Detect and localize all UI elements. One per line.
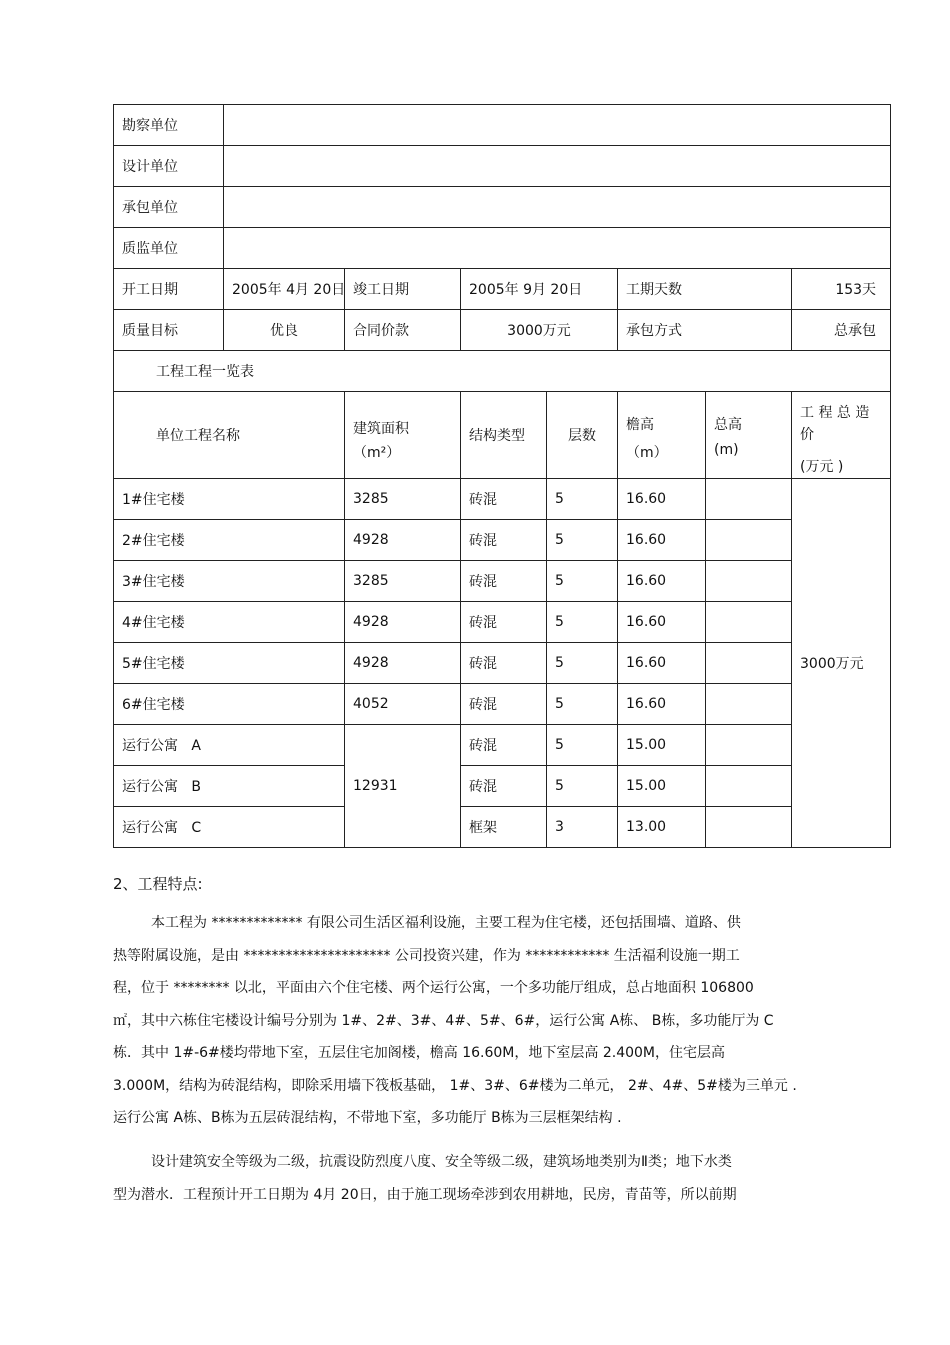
cost-header-line1: 工 程 总 造 bbox=[800, 405, 870, 421]
unit-row bbox=[114, 228, 891, 269]
row-area: 4052 bbox=[345, 684, 461, 725]
eave-header-line1: 檐高 bbox=[626, 417, 654, 433]
paragraph-design-info bbox=[113, 1146, 863, 1211]
unit-label: 勘察单位 bbox=[114, 105, 224, 146]
paragraph-project-features bbox=[113, 907, 863, 1135]
row-name: 6#住宅楼 bbox=[114, 684, 345, 725]
row-name: 2#住宅楼 bbox=[114, 520, 345, 561]
row-total-height bbox=[706, 725, 792, 766]
contract-mode-label: 承包方式 bbox=[618, 310, 792, 351]
project-info-table bbox=[113, 104, 891, 848]
row-name: 运行公寓 B bbox=[114, 766, 345, 807]
unit-value bbox=[224, 105, 891, 146]
goal-row bbox=[114, 310, 891, 351]
unit-label: 承包单位 bbox=[114, 187, 224, 228]
table-row bbox=[114, 766, 891, 807]
section-title: 2、工程特点: bbox=[113, 875, 203, 893]
area-header-line2: （m²） bbox=[353, 445, 401, 461]
list-title: 工程工程一览表 bbox=[114, 351, 891, 392]
row-area: 12931 bbox=[345, 725, 461, 848]
unit-label: 质监单位 bbox=[114, 228, 224, 269]
row-eave: 16.60 bbox=[618, 520, 706, 561]
table-row bbox=[114, 807, 891, 848]
table-row bbox=[114, 479, 891, 520]
table-row bbox=[114, 725, 891, 766]
quality-goal-value: 优良 bbox=[224, 310, 345, 351]
row-eave: 16.60 bbox=[618, 479, 706, 520]
row-floors: 5 bbox=[547, 520, 618, 561]
unit-row bbox=[114, 105, 891, 146]
row-eave: 15.00 bbox=[618, 725, 706, 766]
col-header-floors: 层数 bbox=[547, 392, 618, 479]
col-header-cost bbox=[792, 392, 891, 479]
row-floors: 3 bbox=[547, 807, 618, 848]
row-area: 4928 bbox=[345, 520, 461, 561]
row-name: 4#住宅楼 bbox=[114, 602, 345, 643]
row-total-height bbox=[706, 643, 792, 684]
end-date-value: 2005年 9月 20日 bbox=[461, 269, 618, 310]
paragraph-line: 3.000M，结构为砖混结构，即除采用墙下筏板基础， 1#、3#、6#楼为二单元， 2#、4#、5#楼为三单元 . bbox=[113, 1077, 797, 1094]
row-floors: 5 bbox=[547, 684, 618, 725]
end-date-label: 竣工日期 bbox=[345, 269, 461, 310]
contract-price-value: 3000万元 bbox=[461, 310, 618, 351]
table-row bbox=[114, 561, 891, 602]
table-row bbox=[114, 520, 891, 561]
unit-value bbox=[224, 187, 891, 228]
paragraph-line: 型为潜水．工程预计开工日期为 4月 20日，由于施工现场牵涉到农用耕地，民房，青苗等，所以前期 bbox=[113, 1186, 737, 1203]
start-date-label: 开工日期 bbox=[114, 269, 224, 310]
row-structure: 砖混 bbox=[461, 602, 547, 643]
row-total-height bbox=[706, 561, 792, 602]
total-height-header-line2: (m) bbox=[714, 442, 739, 458]
row-area: 3285 bbox=[345, 561, 461, 602]
cost-header-line2: 价 bbox=[800, 427, 814, 443]
duration-value: 153天 bbox=[792, 269, 891, 310]
paragraph-line: 本工程为 ************* 有限公司生活区福利设施，主要工程为住宅楼，还包括围墙、道路、供 bbox=[151, 915, 741, 931]
row-structure: 砖混 bbox=[461, 684, 547, 725]
row-eave: 16.60 bbox=[618, 561, 706, 602]
contract-mode-value: 总承包 bbox=[792, 310, 891, 351]
row-total-height bbox=[706, 479, 792, 520]
row-total-height bbox=[706, 520, 792, 561]
paragraph-line: 栋．其中 1#-6#楼均带地下室，五层住宅加阁楼，檐高 16.60M，地下室层高 2.400M，住宅层高 bbox=[113, 1045, 725, 1061]
cost-header-line3: (万元 ) bbox=[800, 459, 844, 475]
row-floors: 5 bbox=[547, 479, 618, 520]
row-area: 4928 bbox=[345, 643, 461, 684]
row-structure: 砖混 bbox=[461, 561, 547, 602]
unit-label: 设计单位 bbox=[114, 146, 224, 187]
row-floors: 5 bbox=[547, 725, 618, 766]
paragraph-line: 热等附属设施，是由 ********************* 公司投资兴建，作为 ************ 生活福利设施一期工 bbox=[113, 947, 740, 964]
unit-value bbox=[224, 228, 891, 269]
row-total-height bbox=[706, 684, 792, 725]
list-header-row bbox=[114, 392, 891, 479]
unit-row bbox=[114, 146, 891, 187]
row-floors: 5 bbox=[547, 643, 618, 684]
row-structure: 砖混 bbox=[461, 766, 547, 807]
row-structure: 砖混 bbox=[461, 479, 547, 520]
contract-price-label: 合同价款 bbox=[345, 310, 461, 351]
row-name: 运行公寓 C bbox=[114, 807, 345, 848]
table-row bbox=[114, 684, 891, 725]
paragraph-line: ㎡，其中六栋住宅楼设计编号分别为 1#、2#、3#、4#、5#、6#，运行公寓 A栋、 B栋，多功能厅为 C bbox=[113, 1012, 774, 1029]
row-total-height bbox=[706, 766, 792, 807]
row-name: 3#住宅楼 bbox=[114, 561, 345, 602]
col-header-name: 单位工程名称 bbox=[114, 392, 345, 479]
row-eave: 13.00 bbox=[618, 807, 706, 848]
row-floors: 5 bbox=[547, 561, 618, 602]
row-structure: 砖混 bbox=[461, 520, 547, 561]
row-floors: 5 bbox=[547, 602, 618, 643]
row-eave: 16.60 bbox=[618, 684, 706, 725]
table-row bbox=[114, 643, 891, 684]
paragraph-line: 设计建筑安全等级为二级，抗震设防烈度八度、安全等级二级，建筑场地类别为Ⅱ类；地下水类 bbox=[151, 1154, 732, 1170]
row-structure: 砖混 bbox=[461, 643, 547, 684]
table-row bbox=[114, 602, 891, 643]
paragraph-line: 程，位于 ******** 以北，平面由六个住宅楼、两个运行公寓，一个多功能厅组成，总占地面积 106800 bbox=[113, 980, 754, 996]
total-cost: 3000万元 bbox=[792, 479, 891, 848]
col-header-structure: 结构类型 bbox=[461, 392, 547, 479]
row-name: 1#住宅楼 bbox=[114, 479, 345, 520]
row-area: 3285 bbox=[345, 479, 461, 520]
row-eave: 15.00 bbox=[618, 766, 706, 807]
row-eave: 16.60 bbox=[618, 602, 706, 643]
list-title-row bbox=[114, 351, 891, 392]
paragraph-line: 运行公寓 A栋、B栋为五层砖混结构，不带地下室，多功能厅 B栋为三层框架结构 . bbox=[113, 1110, 622, 1126]
unit-row bbox=[114, 187, 891, 228]
row-floors: 5 bbox=[547, 766, 618, 807]
col-header-eave bbox=[618, 392, 706, 479]
row-eave: 16.60 bbox=[618, 643, 706, 684]
total-height-header-line1: 总高 bbox=[714, 417, 742, 433]
row-structure: 框架 bbox=[461, 807, 547, 848]
col-header-total-height bbox=[706, 392, 792, 479]
quality-goal-label: 质量目标 bbox=[114, 310, 224, 351]
col-header-area bbox=[345, 392, 461, 479]
start-date-value: 2005年 4月 20日 bbox=[224, 269, 345, 310]
dates-row bbox=[114, 269, 891, 310]
row-area: 4928 bbox=[345, 602, 461, 643]
row-name: 运行公寓 A bbox=[114, 725, 345, 766]
unit-value bbox=[224, 146, 891, 187]
row-total-height bbox=[706, 602, 792, 643]
duration-label: 工期天数 bbox=[618, 269, 792, 310]
row-name: 5#住宅楼 bbox=[114, 643, 345, 684]
row-total-height bbox=[706, 807, 792, 848]
eave-header-line2: （m） bbox=[626, 445, 668, 461]
row-structure: 砖混 bbox=[461, 725, 547, 766]
area-header-line1: 建筑面积 bbox=[353, 421, 409, 437]
